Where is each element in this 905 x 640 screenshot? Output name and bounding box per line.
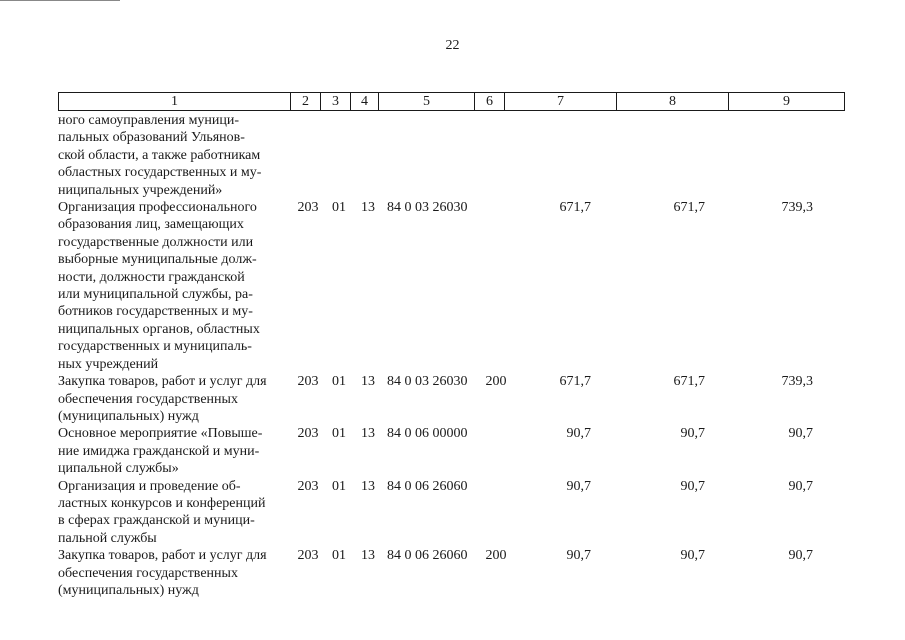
column-header-1: 1	[59, 93, 291, 111]
row-description	[58, 547, 287, 599]
cell-column-3: 01	[332, 548, 346, 564]
description-line: государственных и муниципаль-	[58, 339, 252, 355]
cell-column-8: 671,7	[673, 374, 705, 390]
description-line: в сферах гражданской и муници-	[58, 513, 255, 529]
description-line: обеспечения государственных	[58, 565, 238, 581]
column-header-7: 7	[505, 93, 617, 111]
cell-column-6: 200	[485, 374, 507, 390]
budget-rows	[58, 112, 848, 599]
column-header-4: 4	[351, 93, 379, 111]
description-line: (муниципальных) нужд	[58, 582, 199, 598]
cell-column-4: 13	[361, 548, 375, 564]
description-line: пальных образований Ульянов-	[58, 130, 245, 146]
cell-column-5: 84 0 03 26030	[387, 374, 468, 390]
description-line: выборные муниципальные долж-	[58, 252, 257, 268]
row-description	[58, 373, 287, 425]
description-line: Закупка товаров, работ и услуг для	[58, 374, 267, 390]
row-description	[58, 425, 287, 477]
cell-column-8: 90,7	[680, 478, 705, 494]
description-line: ципальной службы»	[58, 461, 179, 477]
description-line: Основное мероприятие «Повыше-	[58, 426, 263, 442]
row-description	[58, 478, 287, 548]
cell-column-2: 203	[297, 478, 319, 494]
description-line: Организация профессионального	[58, 200, 257, 216]
cell-column-7: 90,7	[566, 478, 591, 494]
cell-column-2: 203	[297, 548, 319, 564]
cell-column-6: 200	[485, 548, 507, 564]
table-row	[58, 478, 848, 548]
cell-column-9: 90,7	[788, 426, 813, 442]
cell-column-3: 01	[332, 426, 346, 442]
cell-column-5: 84 0 06 26060	[387, 548, 468, 564]
cell-column-7: 671,7	[559, 374, 591, 390]
description-line: обеспечения государственных	[58, 391, 238, 407]
row-description	[58, 112, 287, 199]
cell-column-9: 739,3	[781, 200, 813, 216]
table-row	[58, 547, 848, 599]
cell-column-2: 203	[297, 200, 319, 216]
column-header-3: 3	[321, 93, 351, 111]
scan-edge-mark	[0, 0, 120, 4]
table-row	[58, 199, 848, 373]
column-header-2: 2	[291, 93, 321, 111]
column-header-9: 9	[729, 93, 845, 111]
table-row	[58, 425, 848, 477]
cell-column-3: 01	[332, 478, 346, 494]
column-header-8: 8	[617, 93, 729, 111]
cell-column-4: 13	[361, 200, 375, 216]
cell-column-9: 739,3	[781, 374, 813, 390]
cell-column-4: 13	[361, 478, 375, 494]
description-line: или муниципальной службы, ра-	[58, 287, 253, 303]
page-number: 22	[445, 38, 460, 53]
cell-column-5: 84 0 03 26030	[387, 200, 468, 216]
description-line: ности, должности гражданской	[58, 269, 245, 285]
column-header-6: 6	[475, 93, 505, 111]
cell-column-4: 13	[361, 426, 375, 442]
cell-column-3: 01	[332, 374, 346, 390]
cell-column-7: 90,7	[566, 426, 591, 442]
description-line: ного самоуправления муници-	[58, 113, 240, 128]
cell-column-7: 671,7	[559, 200, 591, 216]
cell-column-4: 13	[361, 374, 375, 390]
cell-column-3: 01	[332, 200, 346, 216]
cell-column-2: 203	[297, 374, 319, 390]
description-line: областных государственных и му-	[58, 165, 262, 181]
description-line: государственные должности или	[58, 234, 254, 250]
description-line: ных учреждений	[58, 356, 159, 372]
cell-column-8: 671,7	[673, 200, 705, 216]
description-line: Организация и проведение об-	[58, 478, 241, 494]
cell-column-8: 90,7	[680, 548, 705, 564]
description-line: образования лиц, замещающих	[58, 217, 244, 233]
description-line: ниципальных учреждений»	[58, 182, 223, 198]
description-line: пальной службы	[58, 530, 157, 546]
table-row	[58, 373, 848, 425]
description-line: Закупка товаров, работ и услуг для	[58, 548, 267, 564]
column-header-table	[58, 92, 845, 111]
column-header-5: 5	[379, 93, 475, 111]
column-header-row	[59, 93, 845, 111]
description-line: ластных конкурсов и конференций	[58, 495, 266, 511]
row-description	[58, 199, 287, 373]
cell-column-5: 84 0 06 00000	[387, 426, 468, 442]
table-row	[58, 112, 848, 199]
description-line: ботников государственных и му-	[58, 304, 253, 320]
cell-column-2: 203	[297, 426, 319, 442]
description-line: ской области, а также работникам	[58, 147, 261, 163]
cell-column-9: 90,7	[788, 478, 813, 494]
cell-column-5: 84 0 06 26060	[387, 478, 468, 494]
description-line: (муниципальных) нужд	[58, 408, 199, 424]
cell-column-7: 90,7	[566, 548, 591, 564]
cell-column-8: 90,7	[680, 426, 705, 442]
description-line: ниципальных органов, областных	[58, 321, 260, 337]
description-line: ние имиджа гражданской и муни-	[58, 443, 260, 459]
cell-column-9: 90,7	[788, 548, 813, 564]
